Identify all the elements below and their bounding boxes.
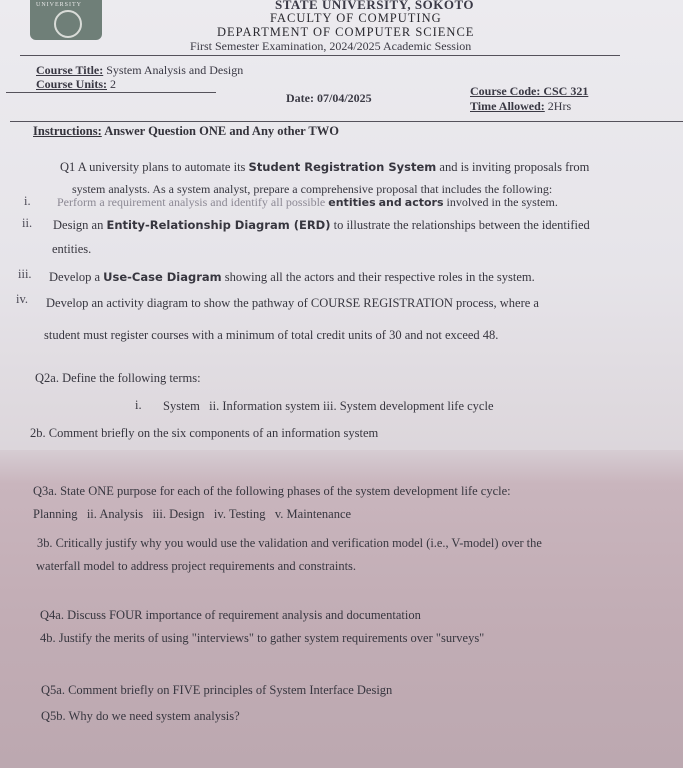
q1-line2: system analysts. As a system analyst, prepare a comprehensive proposal that includes the following:: [72, 182, 553, 196]
time-allowed: [470, 99, 571, 114]
q1-iii-usecase: Use-Case Diagram: [103, 270, 222, 284]
q1-ii-erd: Entity-Relationship Diagram (ERD): [106, 218, 331, 232]
q1-iv-text-b: student must register courses with a minimum of total credit units of 30 and not exceed 48.: [44, 328, 499, 342]
q1-i-text: [57, 195, 558, 210]
q3b-line2: waterfall model to address project requirements and constraints.: [36, 559, 357, 573]
course-units: [36, 77, 116, 92]
q1-iii-number: iii.: [18, 267, 32, 281]
q1-i-actors: actors: [404, 196, 444, 209]
q2a-terms-number: i.: [135, 398, 142, 412]
instructions: [33, 124, 339, 139]
logo-seal-icon: [54, 10, 82, 38]
q1-text-c: and is inviting proposals from: [439, 160, 590, 174]
course-title-value: System Analysis and Design: [106, 63, 244, 77]
time-allowed-label: Time Allowed:: [470, 99, 545, 113]
q1-iii-text-a: Develop a: [49, 270, 101, 284]
exam-date: Date: 07/04/2025: [286, 91, 372, 105]
q1-i-text-e: involved in the system.: [446, 195, 558, 209]
q1-line1: [60, 160, 589, 175]
exam-title: First Semester Examination, 2024/2025 Academic Session: [190, 39, 472, 53]
q1-i-and: and: [378, 196, 402, 209]
q1-iv-number: iv.: [16, 292, 29, 306]
meta-rule-left: [6, 92, 216, 93]
q4b-text: 4b. Justify the merits of using "interviews" to gather system requirements over "surveys": [40, 631, 485, 645]
q2b-text: 2b. Comment briefly on the six components of an information system: [30, 426, 379, 440]
q3a-phases: Planning ii. Analysis iii. Design iv. Testing v. Maintenance: [33, 507, 352, 521]
q4a-text: Q4a. Discuss FOUR importance of requirement analysis and documentation: [40, 608, 421, 622]
q1-i-number: i.: [24, 194, 31, 208]
university-logo: [30, 0, 102, 40]
q3a-text: Q3a. State ONE purpose for each of the following phases of the system development life cycle:: [33, 484, 511, 498]
course-title-label: Course Title:: [36, 63, 104, 77]
university-name: STATE UNIVERSITY, SOKOTO: [275, 0, 475, 12]
q1-iv-text-a: Develop an activity diagram to show the pathway of COURSE REGISTRATION process, where a: [46, 296, 539, 310]
q2a-terms: System ii. Information system iii. System development life cycle: [163, 399, 494, 413]
q1-bold-system: Student Registration System: [248, 160, 437, 174]
course-code: Course Code: CSC 321: [470, 84, 589, 98]
q1-ii-text-d: entities.: [52, 242, 92, 256]
q1-ii-text-a: Design an: [53, 218, 104, 232]
course-title: [36, 63, 243, 78]
header-rule: [20, 55, 620, 56]
logo-text: UNIVERSITY: [36, 2, 82, 8]
q1-i-entities: entities: [328, 196, 376, 209]
time-allowed-value: 2Hrs: [547, 99, 572, 113]
q1-i-text-a: Perform a requirement analysis and identify all possible: [57, 195, 326, 209]
q1-iii-text-c: showing all the actors and their respective roles in the system.: [224, 270, 535, 284]
q5a-text: Q5a. Comment briefly on FIVE principles of System Interface Design: [41, 683, 393, 697]
instructions-label: Instructions:: [33, 124, 102, 138]
faculty-name: FACULTY OF COMPUTING: [270, 11, 442, 25]
course-units-label: Course Units:: [36, 77, 107, 91]
q2a-text: Q2a. Define the following terms:: [35, 371, 201, 385]
q5b-text: Q5b. Why do we need system analysis?: [41, 709, 240, 723]
q1-iii-text: [49, 270, 535, 285]
q1-ii-text: [53, 218, 590, 233]
meta-rule: [10, 121, 683, 122]
instructions-text: Answer Question ONE and Any other TWO: [104, 124, 339, 138]
q1-ii-number: ii.: [22, 216, 33, 230]
course-units-value: 2: [110, 77, 116, 91]
q3b-line1: 3b. Critically justify why you would use the validation and verification model (i.e., V-model) over the: [37, 536, 542, 550]
department-name: DEPARTMENT OF COMPUTER SCIENCE: [217, 25, 475, 39]
q1-ii-text-c: to illustrate the relationships between the identified: [333, 218, 590, 232]
q1-text-a: Q1 A university plans to automate its: [60, 160, 246, 174]
